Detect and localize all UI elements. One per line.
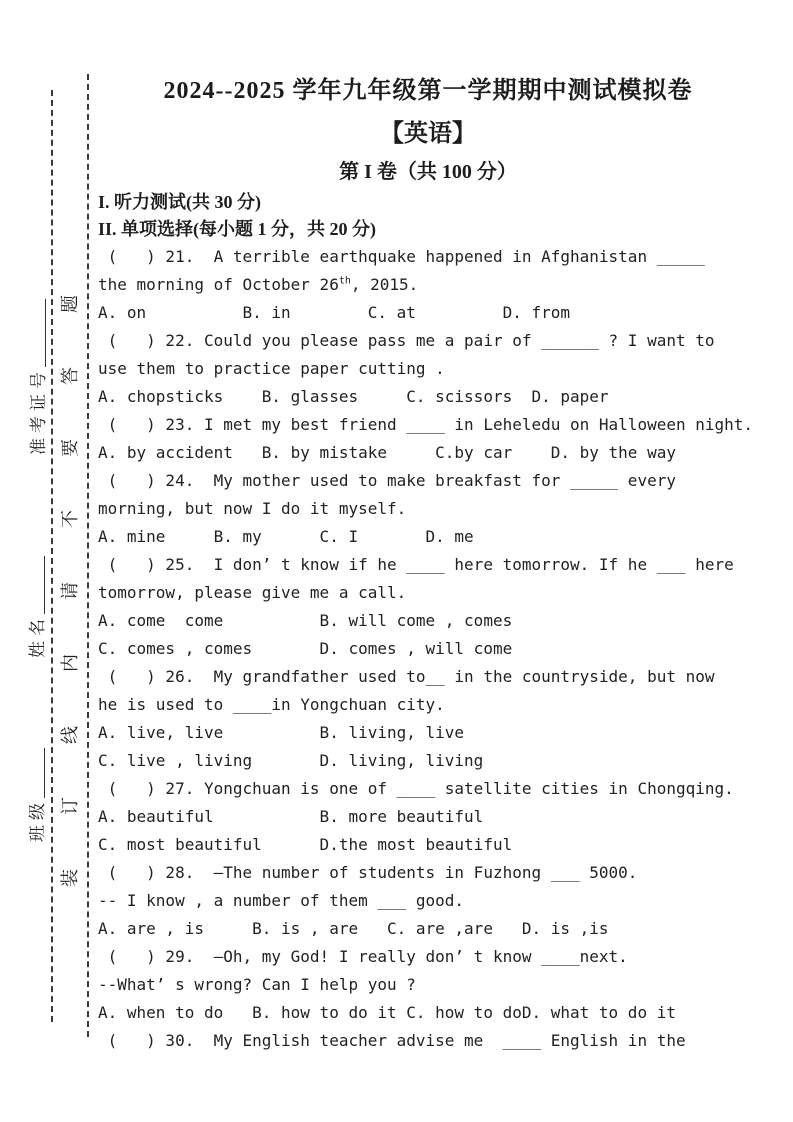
class-blank-line [44,748,45,798]
exam-line-11: A. mine B. my C. I D. me [98,527,474,546]
exam-line-5: use them to practice paper cutting . [98,359,445,378]
class-field [24,738,48,842]
exam-line-23: ( ) 28. –The number of students in Fuzhong ___ 5000. [98,863,638,882]
binding-notice-char: 题 [60,295,80,313]
binding-notice-char: 请 [60,582,80,600]
exam-subject-title: 【英语】 [380,121,476,147]
exam-line-3: A. on B. in C. at D. from [98,303,571,322]
exam-line-14: A. come come B. will come , comes [98,611,513,630]
exam-line-7: ( ) 23. I met my best friend ____ in Leheledu on Halloween night. [98,415,754,434]
exam-line-21: A. beautiful B. more beautiful [98,807,484,826]
exam-line-26: ( ) 29. –Oh, my God! I really don’ t know ____next. [98,947,628,966]
exam-line-25: A. are , is B. is , are C. are ,are D. is ,is [98,919,609,938]
exam-line-28: A. when to do B. how to do it C. how to doD. what to do it [98,1003,676,1022]
superscript-text: th [338,275,351,287]
exam-number-field [25,265,49,455]
exam-line-20: ( ) 27. Yongchuan is one of ____ satellite cities in Chongqing. [98,779,734,798]
binding-dashed-line-left [51,90,53,1022]
exam-line-4: ( ) 22. Could you please pass me a pair of ______ ? I want to [98,331,715,350]
section-listening-heading: I. 听力测试(共 30 分) [98,192,261,212]
exam-line-15: C. comes , comes D. comes , will come [98,639,513,658]
line-text: the morning of October 26 [98,275,339,294]
exam-line-8: A. by accident B. by mistake C.by car D. by the way [98,443,676,462]
exam-content [98,70,758,1055]
binding-notice-char: 不 [60,510,80,529]
paper-part-heading: 第 I 卷（共 100 分） [339,161,517,183]
student-name-field [24,542,48,658]
exam-line-22: C. most beautiful D.the most beautiful [98,835,513,854]
binding-notice-char: 内 [60,653,80,672]
exam-line-10: morning, but now I do it myself. [98,499,407,518]
exam-line-9: ( ) 24. My mother used to make breakfast for _____ every [98,471,676,490]
exam-line-18: A. live, live B. living, live [98,723,465,742]
student-name-label: 姓名 [28,614,47,658]
exam-number-blank-line [45,299,46,367]
binding-notice-char: 答 [60,366,80,385]
exam-line-16: ( ) 26. My grandfather used to__ in the countryside, but now [98,667,715,686]
binding-notice-text [57,295,83,887]
exam-line-1: ( ) 21. A terrible earthquake happened in Afghanistan _____ [98,247,705,266]
exam-line-19: C. live , living D. living, living [98,751,484,770]
exam-line-24: -- I know , a number of them ___ good. [98,891,465,910]
exam-line-12: ( ) 25. I don’ t know if he ____ here tomorrow. If he ___ here [98,555,734,574]
binding-notice-char: 线 [60,725,80,744]
binding-dashed-line-right [87,74,89,1037]
line-text: , 2015. [350,275,419,294]
student-name-blank-line [44,556,45,614]
binding-notice-char: 装 [60,869,80,887]
class-label: 班级 [28,798,47,842]
question-lines [98,243,758,1055]
exam-line-6: A. chopsticks B. glasses C. scissors D. paper [98,387,609,406]
exam-line-17: he is used to ____in Yongchuan city. [98,695,445,714]
exam-title: 2024--2025 学年九年级第一学期期中测试模拟卷 [163,78,693,104]
section-choice-heading: II. 单项选择(每小题 1 分，共 20 分) [98,219,376,239]
binding-notice-char: 要 [60,438,80,457]
exam-number-label: 准考证号 [29,367,48,455]
exam-line-27: --What’ s wrong? Can I help you ? [98,975,416,994]
binding-notice-char: 订 [60,797,80,816]
exam-line-2 [98,271,758,299]
exam-line-29: ( ) 30. My English teacher advise me ____ English in the [98,1031,686,1050]
exam-line-13: tomorrow, please give me a call. [98,583,407,602]
